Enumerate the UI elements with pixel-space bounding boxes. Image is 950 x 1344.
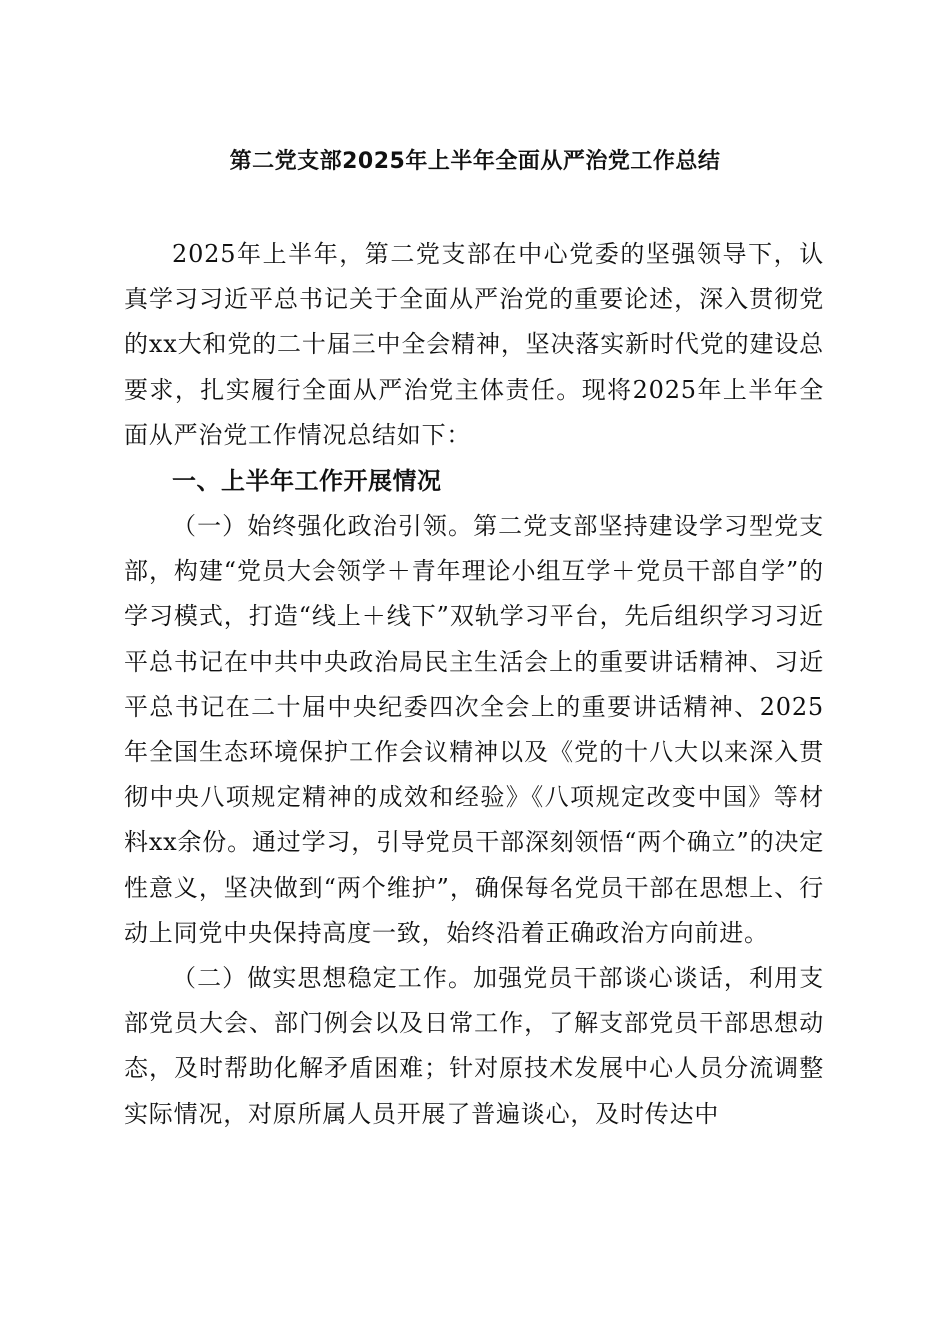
item-text-2: 加强党员干部谈心谈话，利用支部党员大会、部门例会以及日常工作，了解支部党员干部思想动态，及时帮助化解矛盾困难；针对原技术发展中心人员分流调整实际情况，对原所属人员开展了普遍谈心，及时传达中: [124, 964, 824, 1128]
document-body: [124, 232, 824, 1137]
item-lead-1: （一）始终强化政治引领。: [172, 512, 474, 541]
item-lead-2: （二）做实思想稳定工作。: [172, 964, 474, 993]
item-text-1: 第二党支部坚持建设学习型党支部，构建“党员大会领学＋青年理论小组互学＋党员干部自学”的学习模式，打造“线上＋线下”双轨学习平台，先后组织学习习近平总书记在中共中央政治局民主生活会上的重要讲话精神、习近平总书记在二十届中央纪委四次全会上的重要讲话精神、2025年全国生态环境保护工作会议精神以及《党的十八大以来深入贯彻中央八项规定精神的成效和经验》《八项规定改变中国》等材料xx余份。通过学习，引导党员干部深刻领悟“两个确立”的决定性意义，坚决做到“两个维护”，确保每名党员干部在思想上、行动上同党中央保持高度一致，始终沿着正确政治方向前进。: [124, 512, 824, 947]
intro-paragraph: 2025年上半年，第二党支部在中心党委的坚强领导下，认真学习习近平总书记关于全面从严治党的重要论述，深入贯彻党的xx大和党的二十届三中全会精神，坚决落实新时代党的建设总要求，扎实履行全面从严治党主体责任。现将2025年上半年全面从严治党工作情况总结如下：: [124, 240, 824, 449]
item-paragraph-2: [124, 956, 824, 1137]
section-heading: 一、上半年工作开展情况: [172, 467, 442, 496]
item-paragraph-1: [124, 504, 824, 956]
document-title: 第二党支部2025年上半年全面从严治党工作总结: [229, 149, 721, 174]
